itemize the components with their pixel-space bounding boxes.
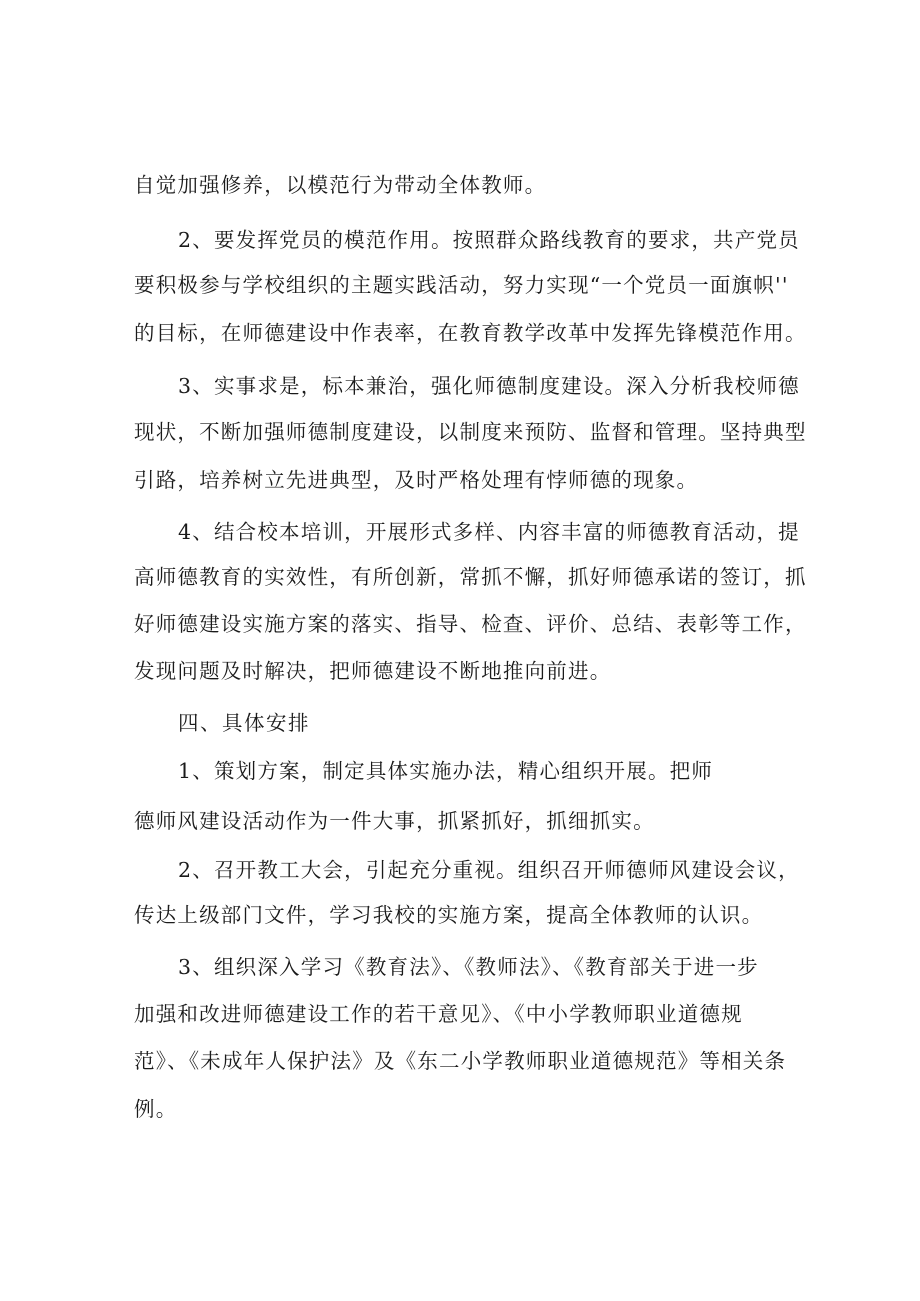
text-line: 高师德教育的实效性，有所创新，常抓不懈，抓好师德承诺的签订，抓 (134, 565, 807, 589)
text-line: 好师德建设实施方案的落实、指导、检查、评价、总结、表彰等工作， (134, 612, 807, 636)
text-line: 自觉加强修养，以模范行为带动全体教师。 (134, 173, 547, 197)
text-line: 现状，不断加强师德制度建设，以制度来预防、监督和管理。坚持典型 (134, 420, 807, 444)
text-line: 3、组织深入学习《教育法》、《教师法》、《教育部关于进一步 (178, 955, 759, 979)
text-line: 范》、《未成年人保护法》及《东二小学教师职业道德规范》等相关条 (134, 1049, 787, 1073)
section-heading: 四、具体安排 (178, 711, 310, 735)
text-line: 2、要发挥党员的模范作用。按照群众路线教育的要求，共产党员 (178, 228, 800, 252)
text-line: 1、策划方案，制定具体实施办法，精心组织开展。把师 (178, 759, 714, 783)
text-line: 4、结合校本培训，开展形式多样、内容丰富的师德教育活动，提 (178, 520, 800, 544)
text-line: 德师风建设活动作为一件大事，抓紧抓好，抓细抓实。 (134, 809, 655, 833)
text-line: 引路，培养树立先进典型，及时严格处理有悖师德的现象。 (134, 468, 699, 492)
text-line: 2、召开教工大会，引起充分重视。组织召开师德师风建设会议， (178, 858, 800, 882)
text-line: 传达上级部门文件，学习我校的实施方案，提高全体教师的认识。 (134, 903, 764, 927)
text-line: 的目标，在师德建设中作表率，在教育教学改革中发挥先锋模范作用。 (134, 321, 807, 345)
text-line: 3、实事求是，标本兼治，强化师德制度建设。深入分析我校师德 (178, 374, 800, 398)
text-line: 例。 (134, 1097, 178, 1121)
text-line: 加强和改进师德建设工作的若干意见》、《中小学教师职业道德规 (134, 1002, 743, 1026)
text-line: 发现问题及时解决，把师德建设不断地推向前进。 (134, 659, 612, 683)
text-line: 要积极参与学校组织的主题实践活动，努力实现“一个党员一面旗帜'' (134, 273, 789, 297)
